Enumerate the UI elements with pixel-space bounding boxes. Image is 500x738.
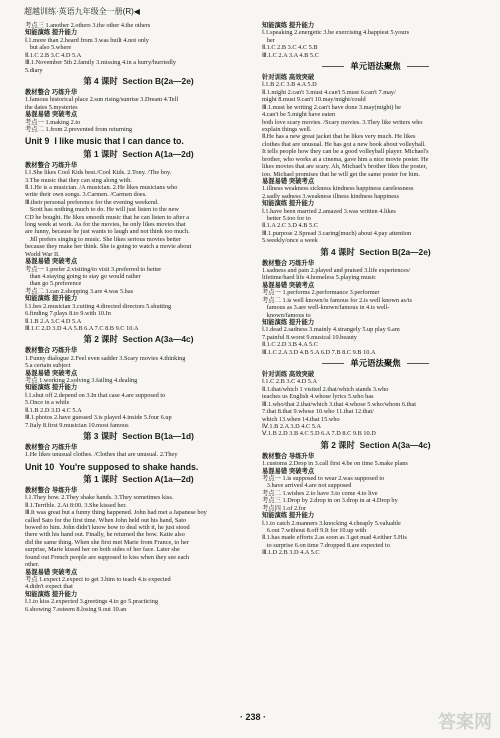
- answer-line: 5.Once in a while: [25, 399, 70, 407]
- answer-line: surprise, Marie kissed her on both sides of her face. Later she: [25, 546, 180, 554]
- answer-line: Ⅰ.1.shut off 2.depend on 3.In that case 4.are supposed to: [25, 391, 166, 399]
- answer-line: better 5.too for to: [262, 215, 311, 223]
- answer-line: famous as 3.are well-known/famous in 4.is well-: [262, 304, 390, 312]
- answer-line: 6.out 7.without 8.off 9.It for 10.up with: [262, 526, 367, 534]
- answer-line: clothes that are unusual. He has got a new book about volleyball.: [262, 140, 426, 148]
- answer-line: Ⅰ.1.more than 2.heard from 3.was built 4.not only: [25, 36, 149, 44]
- answer-line: both love scary movies. /Scary movies. 3.They like writers who: [262, 118, 423, 126]
- lesson-title: 第 1 课时 Section A(1a—2d): [83, 148, 194, 159]
- answer-line: likes movies that are scary. Ah, Michael's brother likes the poster,: [262, 163, 428, 171]
- answer-line: Ⅰ.1.speaking 2.energetic 3.be exercising 4.happiest 5.yours: [262, 29, 410, 37]
- answer-line: her: [262, 36, 275, 44]
- answer-line: Ⅲ.1.who/that 2.that/which 3.that 4.whose 5.who/whom 6.that: [262, 400, 417, 408]
- answer-line: Ⅲ.1.November 5th 2.family 3.missing 4.in a hurry/hurriedly: [25, 59, 177, 67]
- answer-line: Ⅰ.1.She likes Cool Kids best./Cool Kids. 2.Tony. /The boy.: [25, 169, 172, 177]
- unit-title: Unit 10 You're supposed to shake hands.: [25, 461, 199, 472]
- answer-line: 3.have arrived 4.are not supposed: [262, 482, 352, 490]
- section-label: 教材整合 巧练升华: [25, 161, 78, 169]
- answer-line: Ⅲ.1.photos 2.have guessed 3.is played 4.inside 5.four 6.up: [25, 414, 172, 422]
- answer-line: might 8.must 9.can't 10.may/might/could: [262, 96, 366, 104]
- section-label: 知能演练 提升能力: [25, 384, 78, 392]
- answer-line: 5.a certain subject: [25, 362, 71, 370]
- answer-line: 6.finding 7.plays 8.to 9.with 10.In: [25, 310, 111, 318]
- lesson-title: 第 3 课时 Section B(1a—1d): [83, 430, 194, 441]
- answer-line: 7.Italy 8.first 9.musician 10.most famous: [25, 421, 129, 429]
- section-label: 知能演练 提升能力: [25, 29, 78, 37]
- grammar-heading: 单元语法聚焦: [262, 62, 489, 72]
- section-label: 易混易错 突破考点: [25, 258, 78, 266]
- answer-line: 5.diary: [25, 66, 43, 74]
- running-header: 超越训练·英语九年级全一册(R)◀: [24, 7, 140, 16]
- answer-line: World War II.: [25, 250, 60, 258]
- lesson-title: 第 4 课时 Section B(2a—2e): [83, 75, 194, 86]
- answer-line: teaches us English 4.whose lyrics 5.who has: [262, 393, 374, 401]
- answer-line: Ⅰ.1.dead 2.sadness 3.mainly 4.strangely 5.up play 6.am: [262, 326, 400, 334]
- answer-line: 1.sadness and pain 2.played and praised 3.life experiences/: [262, 267, 411, 275]
- answer-line: 6.showing 7.esteem 8.losing 9.out 10.an: [25, 605, 127, 613]
- answer-line: Ⅱ.1.He is a musician. /A musician. 2.He likes musicians who: [25, 183, 178, 191]
- section-label: 知能演练 提升能力: [262, 200, 315, 208]
- section-label: 易混易错 突破考点: [25, 568, 78, 576]
- answer-line: Ⅲ.1.D 2.B 3.D 4.A 5.C: [262, 549, 320, 557]
- answer-line: Ⅲ.their personal preference for the evening weekend.: [25, 198, 159, 206]
- answer-line: did the same thing. When she first met Marie from France, to her: [25, 538, 189, 546]
- answer-line: 考点 1.working 2.solving 3.failing 4.dealing: [25, 376, 138, 384]
- section-label: 知能演练 提升能力: [262, 512, 315, 520]
- answer-line: Ⅱ.1.A 2.C 3.D 4.B 5.C: [262, 222, 318, 230]
- answer-line: Ⅱ.1.C 2.B 3.C 4.D 5.A: [25, 51, 82, 59]
- grammar-heading: 单元语法聚焦: [262, 359, 489, 369]
- answer-line: Ⅰ.1.have been married 2.amazed 3.was written 4.likes: [262, 207, 396, 215]
- answer-line: 7.painful 8.worst 9.musical 10.beauty: [262, 333, 357, 341]
- answer-line: Ⅲ.1.purpose 2.Spread 3.caring(much) about 4.pay attention: [262, 229, 412, 237]
- answer-line: Ⅲ.1.C 2.D 3.D 4.A 5.B 6.A 7.C 8.B 9.C 10.A: [25, 324, 139, 332]
- answer-line: Ⅰ.1.bes 2.musician 3.cutting 4.directed directors 5.shutting: [25, 302, 172, 310]
- answer-line: because they make her think. She is going to watch a movie about: [25, 243, 192, 251]
- answer-line: Ⅱ.1.that/which 1 visited 2.that/which stands 3.who: [262, 385, 389, 393]
- answer-line: which 13.when 14.that 15.who: [262, 415, 340, 423]
- answer-line: 1.illness weakness sickness kindness happiness carelessness: [262, 185, 414, 193]
- section-label: 知能演练 提升能力: [25, 590, 78, 598]
- section-label: 易混易错 突破考点: [262, 281, 315, 289]
- answer-line: are funny, because he just wants to laugh and not think too much.: [25, 228, 190, 236]
- answer-line: 考点一 1.is supposed to wear 2.was supposed to: [262, 474, 385, 482]
- answer-line: Ⅲ.1.must be writing 2.can't have done 3.may(might) be: [262, 103, 401, 111]
- section-label: 针对训练 高效突破: [262, 74, 315, 82]
- section-label: 针对训练 高效突破: [262, 371, 315, 379]
- answer-line: 考点 1.expect 2.expect to get 3.him to teach 4.is expected: [25, 576, 171, 584]
- answer-line: explain things well.: [262, 125, 312, 133]
- answer-line: Ⅳ.1.B 2.A 3.D 4.C 5.A: [262, 422, 321, 430]
- answer-line: 考点二 1.can 2.shopping 3.are 4.was 5.has: [25, 287, 134, 295]
- answer-line: Ⅲ.1.C 2.A 3.A 4.B 5.C: [262, 51, 319, 59]
- answer-line: found out French people are supposed to kiss when they see each: [25, 553, 190, 561]
- answer-line: write their own songs. 3.Carmen. /Carmen does.: [25, 191, 147, 199]
- answer-line: Ⅱ.1.C 2.B 3.C 4.C 5.B: [262, 44, 318, 52]
- answer-line: the dates 5.mysteries: [25, 103, 78, 111]
- section-label: 易混易错 突破考点: [25, 369, 78, 377]
- answer-line: Scott has nothing much to do. He will just listen to the new: [25, 206, 179, 214]
- answer-line: brother, who works at a cinema, gave him a nice movie poster. He: [262, 155, 429, 163]
- section-label: 易混易错 突破考点: [25, 111, 78, 119]
- answer-line: 4.can't be 5.might have eaten: [262, 111, 336, 119]
- answer-line: Jill prefers singing to music. She likes serious movies better: [25, 235, 181, 243]
- answer-line: called Sato for the first time. When John held out his hand, Sato: [25, 516, 187, 524]
- answer-line: 2.sadly sadness 3.weakness illness kindness happiness: [262, 192, 399, 200]
- answer-line: Ⅱ.1.has made efforts 2.as soon as 3.get mad 4.either 5.His: [262, 534, 407, 542]
- left-column: [25, 22, 252, 613]
- answer-line: 考点三 1.Drop by 2.drop in on 3.drop in at 4.Drop by: [262, 497, 398, 505]
- answer-line: 考点三 1.another 2.others 3.the other 4.the others: [25, 22, 151, 29]
- answer-line: bowed to him. John didn't know how to deal with it, he just stood: [25, 524, 190, 532]
- lesson-title: 第 4 课时 Section B(2a—2e): [320, 246, 431, 257]
- answer-line: 4.didn't expect that: [25, 583, 73, 591]
- answer-line: Ⅱ.1.B 2.D 3.D 4.C 5.A: [25, 406, 82, 414]
- section-label: 教材整合 巧练升华: [25, 347, 78, 355]
- answer-line: Ⅰ.1.They bow. 2.They shake hands. 3.They sometimes kiss.: [25, 494, 174, 502]
- section-label: 教材整合 导练升华: [262, 452, 315, 460]
- answer-line: too. Michael promises that he will get the same poster for him.: [262, 170, 420, 178]
- answer-line: lifetime/hard life 4.homeless 5.playing music: [262, 274, 377, 282]
- answer-line: 5.weekly/once a week: [262, 237, 318, 245]
- answer-line: 考点一 1.prefer 2.visiting/to visit 3.preferred to better: [25, 265, 162, 273]
- lesson-title: 第 2 课时 Section A(3a—4c): [320, 439, 431, 450]
- answer-line: Ⅱ.He has a new great jacket that he likes very much. He likes: [262, 133, 416, 141]
- answer-line: 7.that 8.that 9.whose 10.who 11.that 12.that/: [262, 408, 374, 416]
- answer-line: Ⅰ.1.C 2.B 3.C 4.D 5.A: [262, 378, 318, 386]
- lesson-title: 第 2 课时 Section A(3a—4c): [83, 334, 194, 345]
- answer-line: Ⅲ.1.C 2.A 3.D 4.B 5.A 6.D 7.B 8.C 9.B 10.A: [262, 348, 376, 356]
- right-column: [262, 22, 489, 557]
- answer-line: 考点二 1.is well known/is famous for 2.is well known as/is: [262, 296, 412, 304]
- answer-line: but also 5.where: [25, 44, 72, 52]
- unit-title: Unit 9 I like music that I can dance to.: [25, 136, 184, 147]
- answer-line: It tells people how they can be a good volleyball player. Michael's: [262, 148, 429, 156]
- answer-line: Ⅱ.1.B 2.A 3.C 4.D 5.A: [25, 317, 82, 325]
- lesson-title: 第 1 课时 Section A(1a—2d): [83, 474, 194, 485]
- answer-line: Ⅰ.1.to catch 2.manners 3.knocking 4.cheaply 5.valuable: [262, 519, 401, 527]
- answer-line: than go 5.preference: [25, 280, 82, 288]
- section-label: 教材整合 巧练升华: [25, 443, 78, 451]
- page-number: · 238 ·: [240, 712, 267, 722]
- section-label: 知能演练 提升能力: [262, 22, 315, 29]
- section-label: 知能演练 提升能力: [262, 319, 315, 326]
- answer-line: Ⅱ.1.might 2.can't 3.must 4.can't 5.must 6.can't 7.may/: [262, 88, 396, 96]
- answer-line: Ⅴ.1.B 2.D 3.B 4.C 5.D 6.A 7.D 8.C 9.B 10.D: [262, 430, 376, 438]
- answer-line: than 4.staying going to stay go would rather: [25, 273, 141, 280]
- answer-line: 1.Funny dialogue 2.Feel even sadder 3.Scary movies 4.thinking: [25, 354, 186, 362]
- answer-line: 3.The music that they can sing along with.: [25, 176, 132, 184]
- answer-line: Ⅰ.1.to kiss 2.expected 3.greetings 4.to go 5.practicing: [25, 598, 159, 606]
- section-label: 教材整合 巧练升华: [25, 88, 78, 96]
- answer-line: other.: [25, 561, 40, 569]
- section-label: 易混易错 突破考点: [262, 467, 315, 475]
- answer-line: to surprise 6.on time 7.dropped 8.are expected to: [262, 541, 390, 549]
- answer-line: Ⅱ.1.C 2.D 3.B 4.A 5.C: [262, 341, 318, 349]
- section-label: 知能演练 提升能力: [25, 295, 78, 303]
- answer-line: CD he bought. He likes smooth music that he can listen to after a: [25, 213, 190, 221]
- answer-line: Ⅲ.It was great but a funny thing happened. John had met a Japanese boy: [25, 509, 207, 517]
- answer-line: Ⅱ.1.Terrible. 2.At 8:00. 3.She kissed her.: [25, 501, 127, 509]
- section-label: 教材整合 巧练升华: [262, 259, 315, 267]
- answer-line: 考点二 1.wishes 2.to have 3.to come 4.to live: [262, 489, 378, 497]
- answer-line: 考点一 1.performs 2.performance 3.performer: [262, 289, 380, 297]
- answer-line: 1.He likes unusual clothes. /Clothes that are unusual. 2.They: [25, 451, 178, 459]
- answer-line: 1.customs 2.Drop in 3.call first 4.be on time 5.make plans: [262, 460, 408, 468]
- answer-line: there with his hand out. Finally, he returned the bow. Katie also: [25, 531, 185, 539]
- answer-line: 考点四 1.of 2.for: [262, 504, 307, 512]
- section-label: 教材整合 导练升华: [25, 486, 78, 494]
- answer-line: long week at work. As for the movies, he only likes movies that: [25, 221, 186, 229]
- answer-line: 考点二 1.from 2.prevented from returning: [25, 125, 133, 133]
- answer-line: known/famous to: [262, 311, 311, 319]
- answer-line: Ⅰ.1.B 2.C 3.B 4.A 5.D: [262, 81, 317, 89]
- answer-line: 1.famous historical place 2.sun rising/sunrise 3.Dream 4.Tell: [25, 96, 179, 104]
- answer-line: 考点一 1.making 2.to: [25, 118, 81, 126]
- watermark-logo: 答案网: [438, 712, 492, 732]
- section-label: 易混易错 突破考点: [262, 177, 315, 185]
